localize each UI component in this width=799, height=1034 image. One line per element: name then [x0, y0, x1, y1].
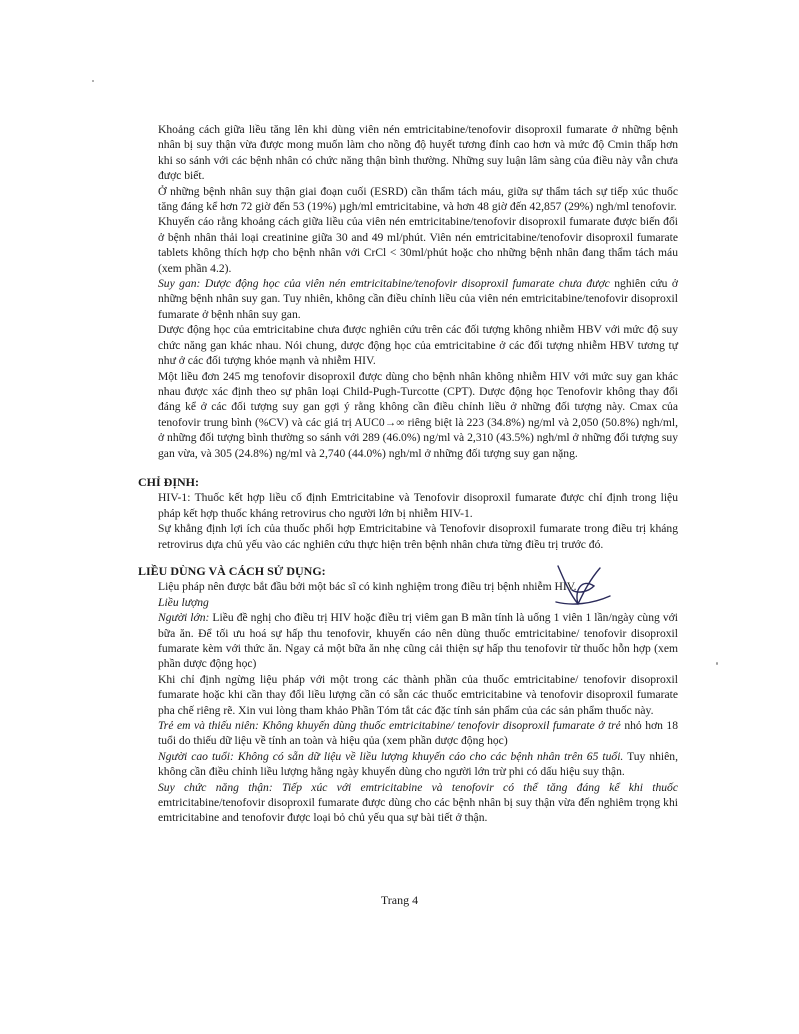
- section-heading-lieu-dung: LIỀU DÙNG VÀ CÁCH SỬ DỤNG:: [138, 563, 326, 578]
- paragraph: HIV-1: Thuốc kết hợp liều cố định Emtricitabine và Tenofovir disoproxil fumarate được chỉ định trong liệu pháp kết hợp thuốc kháng retrovirus cho người lớn bị nhiễm HIV-1.: [158, 491, 678, 520]
- suy-gan-text: nghiên cứu ở những bệnh nhân suy gan. Tuy nhiên, không cần điều chỉnh liều của viên nén emtricitabine/tenofovir disoproxil fumarate ở bệnh nhân suy gan.: [158, 277, 679, 321]
- paragraph: Liệu pháp nên được bắt đầu bởi một bác sĩ có kinh nghiệm trong điều trị bệnh nhiễm HIV.: [158, 580, 577, 594]
- cao-tuoi-text: Tuy nhiên, không cần điều chỉnh liều lượng hằng ngày khuyến dùng cho người lớn trừ phi có dấu hiệu suy thận.: [158, 749, 678, 779]
- scan-speck: [92, 80, 94, 82]
- tre-em-text: nhỏ hơn 18 tuổi do thiếu dữ liệu về tính an toàn và hiệu qủa (xem phần dược động học): [158, 719, 678, 748]
- paragraph: Một liều đơn 245 mg tenofovir disoproxil được dùng cho bệnh nhân không nhiễm HIV với mức suy gan khác nhau được xác định theo sự phân loại Child-Pugh-Turcotte (CPT). Dược động học Tenofovir không thay đổi đáng kể ở các đối tượng suy gan gợi ý rằng không cần điều chỉnh liều ở những đối tượng này. Cmax của tenofovir trung bình (%CV) và các giá trị AUC0→∞ riêng biệt là 223 (34.8%) ng/ml và 2,050 (50.8%) ngh/ml, ở những đối tượng bình thường so sánh với 289 (46.0%) ng/ml và 2,310 (43.5%) ngh/ml ở những đối tượng suy gan vừa, và 305 (24.8%) ng/ml và 2,740 (44.0%) ngh/ml ở những đối tượng suy gan nặng.: [158, 369, 678, 460]
- paragraph-suy-gan: [158, 276, 678, 322]
- scan-speck: [716, 662, 718, 665]
- paragraph-suy-than: [158, 780, 678, 826]
- handwritten-signature: [548, 560, 618, 610]
- paragraph-cao-tuoi: [158, 749, 678, 780]
- nguoi-lon-text: Liều đề nghị cho điều trị HIV hoặc điều trị viêm gan B mãn tính là uống 1 viên 1 lần/ngày cùng với bữa ăn. Để tối ưu hoá sự hấp thu tenofovir, khuyến cáo nên dùng thuốc emtricitabine/ tenofovir disoproxil fumarate kèm với thức ăn. Ngay cả một bữa ăn nhẹ cũng cải thiện sự hấp thu tenofovir từ thuốc hỗn hợp (xem phần dược động học): [158, 611, 678, 671]
- cao-tuoi-label: Người cao tuổi: Không có sẵn dữ liệu về liều lượng khuyến cáo cho các bệnh nhân trên 65 tuổi.: [158, 749, 624, 763]
- tre-em-label: Trẻ em và thiếu niên: Không khuyến dùng thuốc emtricitabine/ tenofovir disoproxil fumarate ở trẻ: [158, 719, 621, 733]
- page-number: Trang 4: [380, 893, 419, 907]
- paragraph: Dược động học của emtricitabine chưa được nghiên cứu trên các đối tượng không nhiễm HBV với mức độ suy chức năng gan khác nhau. Nói chung, dược động học của emtricitabine ở các đối tượng nhiễm HBV tương tự như ở các đối tượng khỏe mạnh và nhiễm HIV.: [158, 323, 678, 368]
- suy-gan-label: Suy gan: Dược động học của viên nén emtricitabine/tenofovir disoproxil fumarate chưa được: [158, 277, 610, 291]
- subheading-lieu-luong: Liều lượng: [158, 595, 209, 609]
- nguoi-lon-label: Người lớn:: [158, 611, 210, 625]
- suy-than-label: Suy chức năng thận: Tiếp xúc với emtricitabine và tenofovir có thể tăng đáng kể khi thuốc: [158, 780, 678, 794]
- paragraph-nguoi-lon: [158, 610, 678, 672]
- paragraph: Khi chỉ định ngừng liệu pháp với một trong các thành phần của thuốc emtricitabine/ tenofovir disoproxil fumarate hoặc khi cần thay đổi liều lượng cần có sẵn các thuốc emtricitabine và tenofovir disoproxil fumarate pha chế riêng rẽ. Xin vui lòng tham khảo Phần Tóm tắt các đặc tính sản phẩm của các sản phẩm thuốc này.: [158, 672, 678, 717]
- paragraph: Ở những bệnh nhân suy thận giai đoạn cuối (ESRD) cần thẩm tách máu, giữa sự thẩm tách sự tiếp xúc thuốc tăng đáng kể hơn 72 giờ đến 53 (19%) µgh/ml emtricitabine, và hơn 48 giờ đến 42,857 (29%) ngh/ml tenofovir.: [158, 184, 678, 214]
- paragraph-tre-em: [158, 718, 678, 749]
- paragraph: Khuyến cáo rằng khoảng cách giữa liều của viên nén emtricitabine/tenofovir disoproxil fumarate được biến đổi ở bệnh nhân thải loại creatinine giữa 30 and 49 ml/phút. Viên nén emtricitabine/tenofovir disoproxil fumarate tablets không thích hợp cho bệnh nhân với CrCl < 30ml/phút hoặc cho những bệnh nhân đang thẩm tách máu (xem phần 4.2).: [158, 215, 678, 275]
- suy-than-text: emtricitabine/tenofovir disoproxil fumarate được dùng cho các bệnh nhân bị suy thận vừa đến nghiêm trọng khi emtricitabine and tenofovir được loại bỏ chủ yếu qua sự bài tiết ở thận.: [158, 796, 678, 825]
- document-body: [138, 122, 679, 826]
- paragraph: Sự khẳng định lợi ích của thuốc phối hợp Emtricitabine và Tenofovir disoproxil fumarate trong điều trị kháng retrovirus dựa chủ yếu vào các nghiên cứu thực hiện trên bệnh nhân chưa từng điều trị trước đó.: [158, 522, 678, 551]
- section-heading-chi-dinh: CHỈ ĐỊNH:: [138, 474, 200, 489]
- paragraph: Khoảng cách giữa liều tăng lên khi dùng viên nén emtricitabine/tenofovir disoproxil fumarate ở những bệnh nhân bị suy thận vừa được mong muốn làm cho nồng độ huyết tương đỉnh cao hơn và mức độ Cmin thấp hơn khi so sánh với các bệnh nhân có chức năng thận bình thường. Những suy luận lâm sàng của điều này vẫn chưa được biết.: [158, 123, 678, 183]
